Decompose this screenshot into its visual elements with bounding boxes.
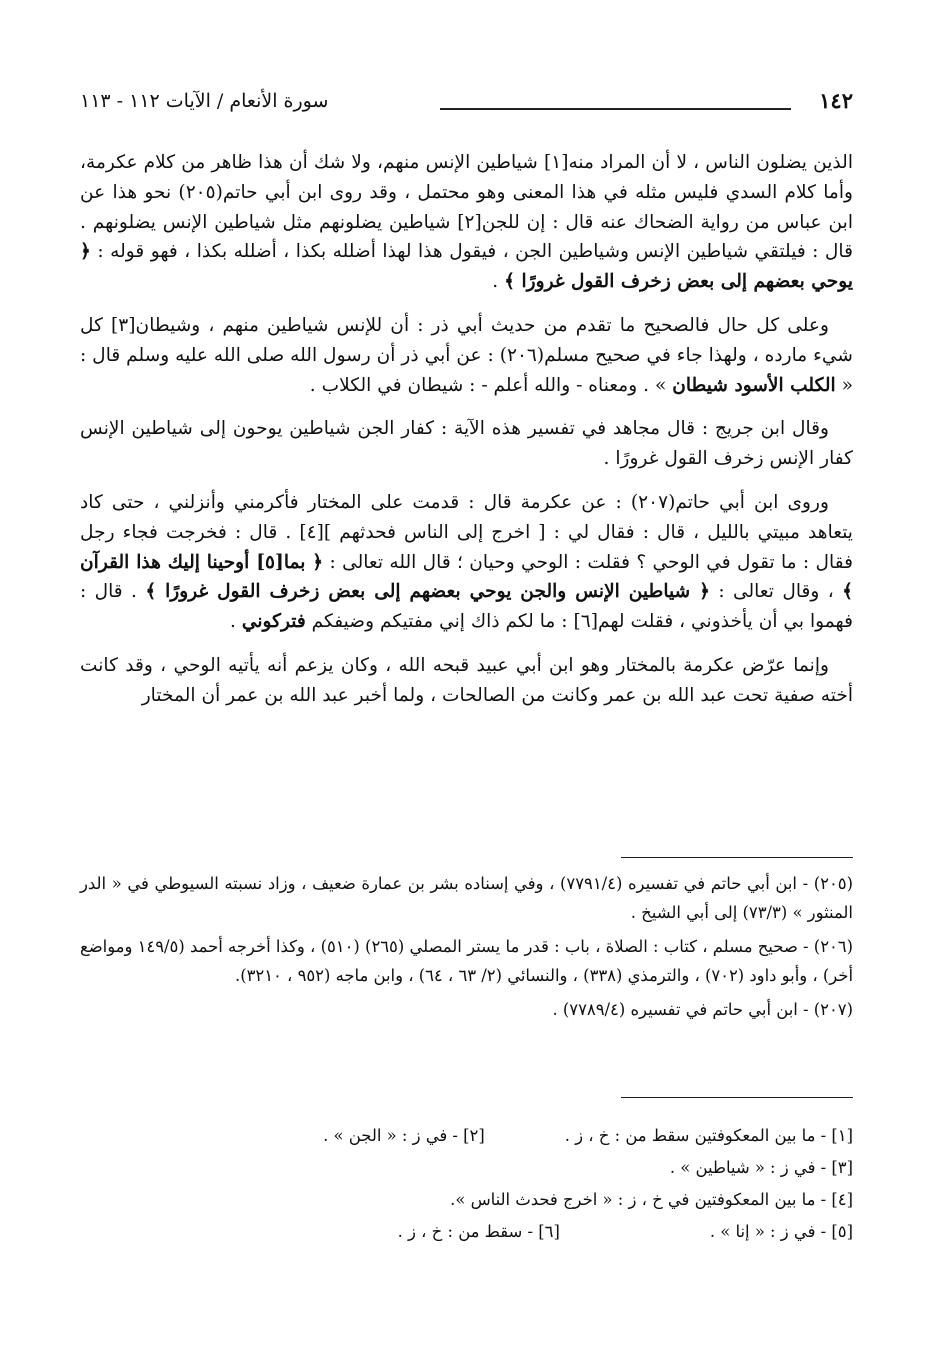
quran-quote: ﴿ يوحي بعضهم إلى بعض زخرف القول غرورًا ﴾ bbox=[80, 241, 853, 293]
manuscript-variants bbox=[80, 1120, 853, 1248]
emphasis-text: فتركوني bbox=[241, 611, 306, 633]
footnote-divider bbox=[621, 857, 853, 858]
paragraph-4: وروى ابن أبي حاتم(٢٠٧) : عن عكرمة قال : قدمت على المختار فأكرمني وأنزلني ، حتى كاد يتعاهد مبيتي بالليل ، قال : فقال لي : [ اخرج إلى الناس فحدثهم ][٤] . قال : فخرجت فجاء رجل فقال : ما تقول في الوحي ؟ فقلت : الوحي وحيان ؛ قال الله تعالى : ﴿ بما[٥] أوحينا إليك هذا القرآن ﴾ ، وقال تعالى : ﴿ شياطين الإنس والجن يوحي بعضهم إلى بعض زخرف القول غرورًا ﴾ . قال : فهموا بي أن يأخذوني ، فقلت لهم[٦] : ما لكم ذاك إني مفتيكم وضيفكم فتركوني . bbox=[80, 491, 853, 633]
variant-line-1: [١] - ما بين المعكوفتين سقط من : خ ، ز .[٢] - في ز : « الجن » . bbox=[323, 1126, 853, 1145]
running-title: سورة الأنعام / الآيات ١١٢ - ١١٣ bbox=[80, 90, 329, 112]
paragraph-1: الذين يضلون الناس ، لا أن المراد منه[١] شياطين الإنس منهم، ولا شك أن هذا ظاهر من كلام عكرمة، وأما كلام السدي فليس مثله في هذا المعنى وهو محتمل ، وقد روى ابن أبي حاتم(٢٠٥) نحو هذا عن ابن عباس من رواية الضحاك عنه قال : إن للجن[٢] شياطين يضلونهم مثل شياطين الإنس يضلونهم . قال : فيلتقي شياطين الإنس وشياطين الجن ، فيقول هذا لهذا أضلله بكذا ، أضلله بكذا ، فهو قوله : ﴿ يوحي بعضهم إلى بعض زخرف القول غرورًا ﴾ . bbox=[80, 152, 853, 293]
footnotes bbox=[80, 870, 853, 1031]
paragraph-5: وإنما عرّض عكرمة بالمختار وهو ابن أبي عبيد قبحه الله ، وكان يزعم أنه يأتيه الوحي ، وقد كانت أخته صفية تحت عبد الله بن عمر وكانت من الصالحات ، ولما أخبر عبد الله بن عمر أن المختار bbox=[80, 654, 853, 706]
variant-line-3: [٤] - ما بين المعكوفتين في خ ، ز : « اخرج فحدث الناس ». bbox=[450, 1190, 853, 1209]
variants-divider bbox=[621, 1097, 853, 1098]
paragraph-2: وعلى كل حال فالصحيح ما تقدم من حديث أبي ذر : أن للإنس شياطين منهم ، وشيطان[٣] كل شيء مارده ، ولهذا جاء في صحيح مسلم(٢٠٦) : عن أبي ذر أن رسول الله صلى الله عليه وسلم قال : « الكلب الأسود شيطان » . ومعناه - والله أعلم - : شيطان في الكلاب . bbox=[80, 314, 853, 396]
footnote-207: (٢٠٧) - ابن أبي حاتم في تفسيره (٧٧٨٩/٤) . bbox=[552, 1000, 853, 1019]
variant-line-2: [٣] - في ز : « شياطين » . bbox=[669, 1158, 853, 1177]
variant-line-4: [٥] - في ز : « إنا » .[٦] - سقط من : خ ، ز . bbox=[397, 1222, 853, 1241]
main-text bbox=[80, 148, 853, 725]
running-header bbox=[80, 88, 853, 122]
hadith-quote: الكلب الأسود شيطان bbox=[672, 374, 836, 396]
page-number: ١٤٢ bbox=[819, 88, 853, 113]
header-rule bbox=[440, 108, 791, 110]
quran-quote: ﴿ شياطين الإنس والجن يوحي بعضهم إلى بعض زخرف القول غرورًا ﴾ bbox=[145, 581, 710, 603]
footnote-206: (٢٠٦) - صحيح مسلم ، كتاب : الصلاة ، باب : قدر ما يستر المصلي (٢٦٥) (٥١٠) ، وكذا أخرجه أحمد (١٤٩/٥ ومواضع أخر) ، وأبو داود (٧٠٢) ، والترمذي (٣٣٨) ، والنسائي (٢/ ٦٣ ، ٦٤) ، وابن ماجه (٩٥٢ ، ٣٢١٠). bbox=[80, 937, 854, 985]
quran-quote: ﴿ بما[٥] أوحينا إليك هذا القرآن ﴾ bbox=[80, 551, 853, 603]
paragraph-3: وقال ابن جريج : قال مجاهد في تفسير هذه الآية : كفار الجن شياطين يوحون إلى شياطين الإنس كفار الإنس زخرف القول غرورًا . bbox=[80, 418, 853, 470]
footnote-205: (٢٠٥) - ابن أبي حاتم في تفسيره (٧٧٩١/٤) ، وفي إسناده بشر بن عمارة ضعيف ، وزاد نسبته السيوطي في « الدر المنثور » (٧٣/٣) إلى أبي الشيخ . bbox=[80, 874, 853, 922]
